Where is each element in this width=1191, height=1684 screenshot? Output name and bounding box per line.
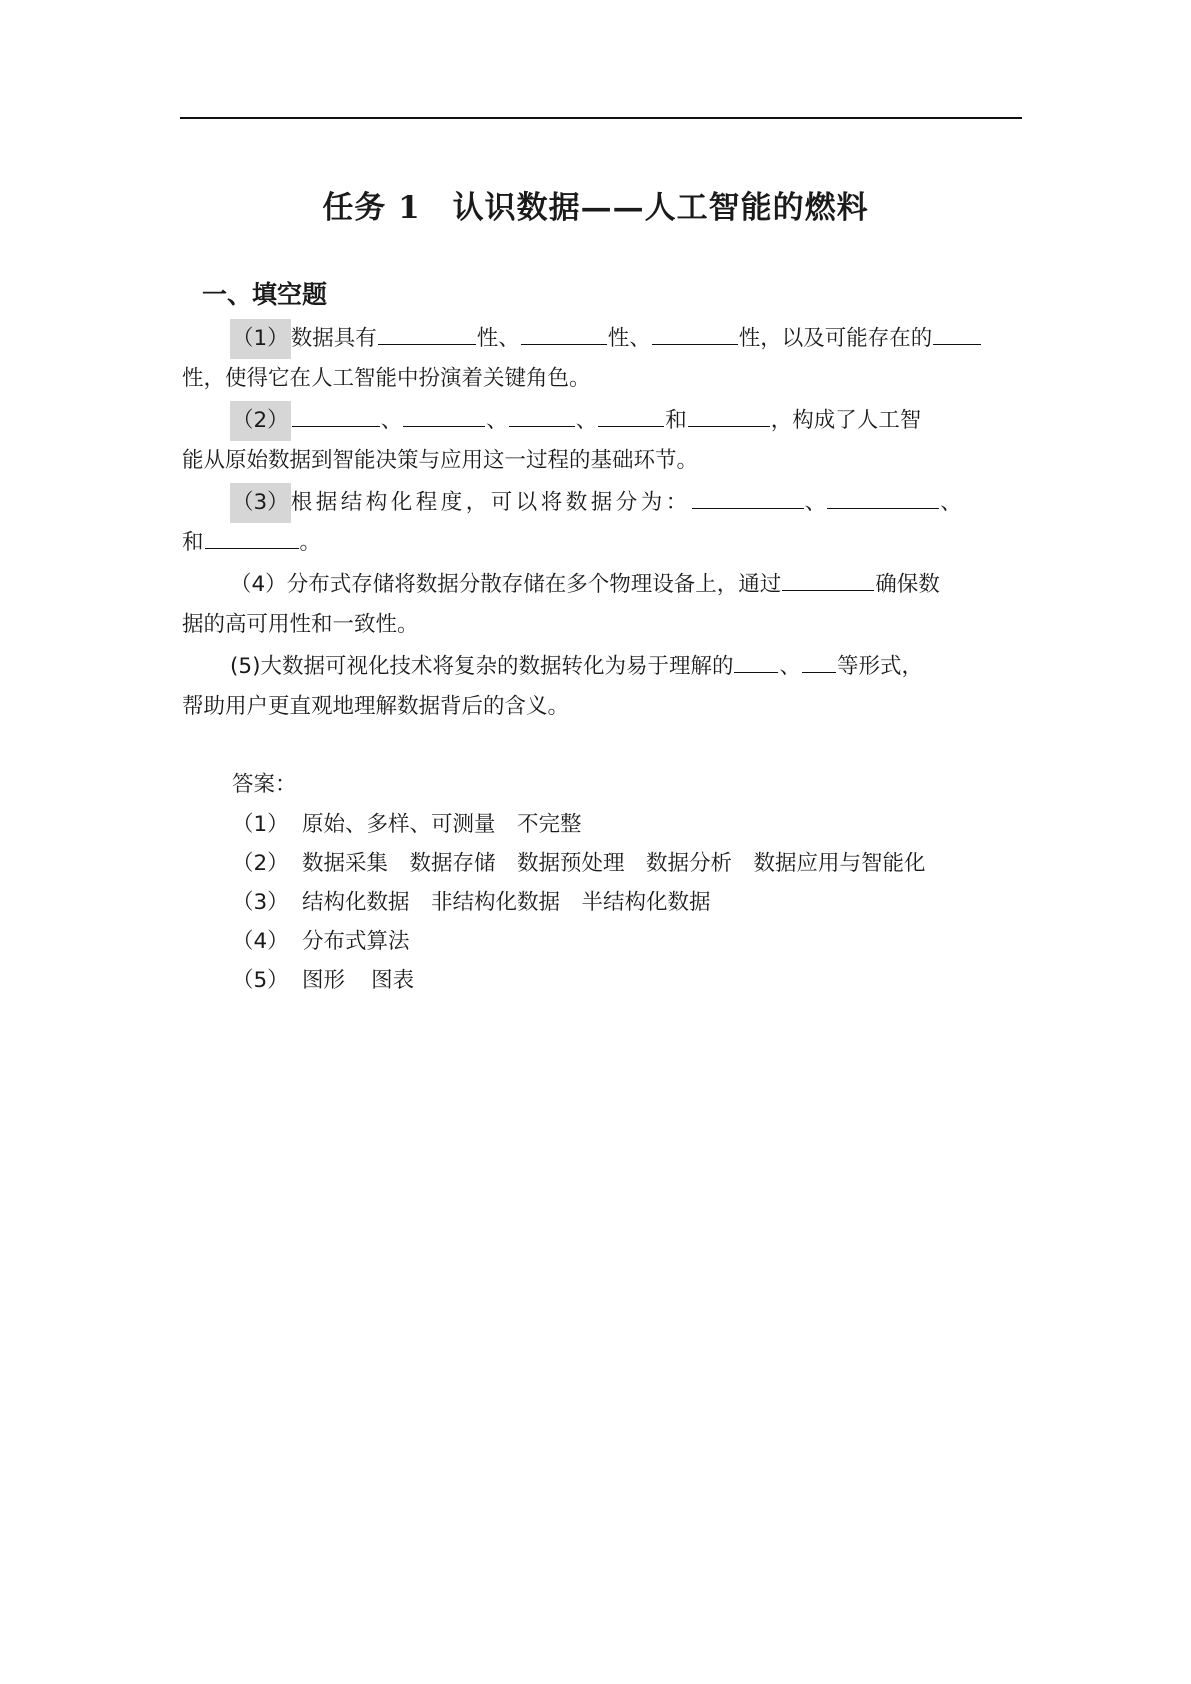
blank-line[interactable] [688, 403, 770, 427]
blank-line[interactable] [521, 321, 607, 345]
question-number: （1） [230, 319, 291, 359]
answer-text: 原始、多样、可测量 不完整 [302, 812, 582, 837]
question-5 [182, 647, 1020, 727]
question-1 [182, 319, 1020, 399]
blank-line[interactable] [933, 321, 981, 345]
answer-number: （3） [232, 890, 289, 915]
question-text: ，构成了人工智 [770, 408, 922, 433]
question-4 [182, 565, 1020, 645]
answer-row [232, 961, 926, 1000]
question-2 [182, 401, 1020, 481]
question-text: 。 [299, 530, 322, 555]
question-text: 据的高可用性和一致性。 [182, 612, 419, 637]
answer-row [232, 805, 926, 844]
blank-line[interactable] [652, 321, 738, 345]
question-text: 能从原始数据到智能决策与应用这一过程的基础环节。 [182, 448, 699, 473]
question-text: 和 [665, 408, 687, 433]
question-text: 、 [804, 490, 827, 515]
answer-text: 图形 图表 [302, 968, 415, 993]
answer-text: 数据采集 数据存储 数据预处理 数据分析 数据应用与智能化 [302, 851, 926, 876]
question-text: 、 [380, 408, 403, 433]
question-text: 确保数 [875, 572, 940, 597]
blank-line[interactable] [782, 567, 874, 591]
blank-line[interactable] [734, 649, 778, 673]
blank-line[interactable] [827, 485, 939, 509]
header-rule [180, 117, 1022, 119]
answer-label: 答案： [232, 772, 297, 797]
question-text: 分布式存储将数据分散存储在多个物理设备上，通过 [286, 572, 782, 597]
question-text: 、 [940, 490, 962, 515]
answer-number: （1） [232, 812, 289, 837]
answer-number: （2） [232, 851, 289, 876]
blank-line[interactable] [378, 321, 476, 345]
answer-number: （4） [232, 929, 289, 954]
blank-line[interactable] [292, 403, 380, 427]
answer-text: 结构化数据 非结构化数据 半结构化数据 [302, 890, 711, 915]
question-text: 和 [182, 530, 204, 555]
question-text: 帮助用户更直观地理解数据背后的含义。 [182, 694, 570, 719]
question-text: 、 [486, 408, 508, 433]
question-text: 大数据可视化技术将复杂的数据转化为易于理解的 [260, 654, 734, 679]
question-text: 、 [575, 408, 598, 433]
page-title: 任务 1 认识数据——人工智能的燃料 [322, 190, 869, 226]
question-text: 、 [779, 654, 801, 679]
blank-line[interactable] [692, 485, 804, 509]
answer-section [232, 765, 926, 1000]
answer-row [232, 922, 926, 961]
question-3 [182, 483, 1020, 563]
answer-row [232, 844, 926, 883]
question-number: （3） [230, 483, 291, 523]
question-text: 性，以及可能存在的 [738, 326, 933, 351]
section-heading: 一、填空题 [202, 280, 328, 309]
question-text: 性、 [476, 326, 520, 351]
question-text: 数据具有 [290, 326, 377, 351]
question-text: 性、 [607, 326, 651, 351]
answer-row [232, 883, 926, 922]
question-text: 等形式， [837, 654, 924, 679]
blank-line[interactable] [509, 403, 575, 427]
question-number: (5) [230, 654, 261, 679]
question-number: （4） [230, 572, 287, 597]
answer-number: （5） [232, 968, 289, 993]
question-number: （2） [230, 401, 291, 441]
blank-line[interactable] [403, 403, 485, 427]
question-text: 根据结构化程度，可以将数据分为： [290, 490, 691, 515]
question-text: 性，使得它在人工智能中扮演着关键角色。 [182, 366, 591, 391]
answer-text: 分布式算法 [302, 929, 410, 954]
blank-line[interactable] [205, 525, 299, 549]
blank-line[interactable] [802, 649, 836, 673]
blank-line[interactable] [598, 403, 664, 427]
